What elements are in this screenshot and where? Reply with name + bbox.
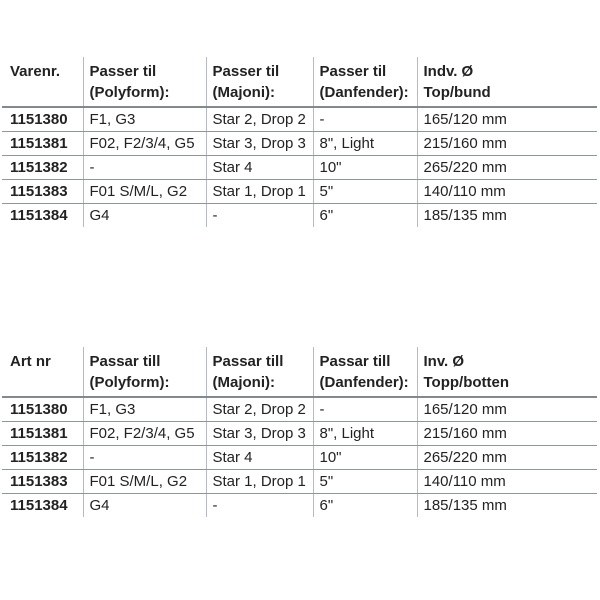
- danfender-cell: 10": [313, 155, 417, 179]
- header-row: [2, 347, 597, 397]
- majoni-cell: -: [206, 493, 313, 517]
- polyform-cell: G4: [83, 493, 206, 517]
- artnr-cell: 1151382: [2, 445, 83, 469]
- danfender-cell: -: [313, 397, 417, 421]
- header-varenr: [2, 57, 83, 107]
- header-majoni-line1: Passar till: [212, 353, 284, 370]
- header-artnr: [2, 347, 83, 397]
- polyform-cell: F01 S/M/L, G2: [83, 469, 206, 493]
- header-diameter: [417, 347, 597, 397]
- polyform-cell: -: [83, 155, 206, 179]
- varenr-cell: 1151384: [2, 203, 83, 227]
- danfender-cell: 6": [313, 493, 417, 517]
- table-danish: [2, 57, 597, 227]
- header-polyform: [83, 347, 206, 397]
- artnr-cell: 1151381: [2, 421, 83, 445]
- header-polyform-line1: Passar till: [89, 353, 161, 370]
- header-majoni-line2: (Majoni):: [212, 84, 275, 101]
- polyform-cell: -: [83, 445, 206, 469]
- table-row: [2, 131, 597, 155]
- header-majoni: [206, 57, 313, 107]
- majoni-cell: Star 4: [206, 155, 313, 179]
- majoni-cell: Star 2, Drop 2: [206, 397, 313, 421]
- danfender-cell: 10": [313, 445, 417, 469]
- table-swedish: [2, 347, 597, 517]
- table-row: [2, 179, 597, 203]
- header-majoni: [206, 347, 313, 397]
- header-diameter-line1: Indv. Ø: [423, 63, 474, 80]
- diameter-cell: 140/110 mm: [417, 179, 597, 203]
- varenr-cell: 1151380: [2, 107, 83, 131]
- header-diameter-line1: Inv. Ø: [423, 353, 465, 370]
- header-danfender: [313, 347, 417, 397]
- artnr-cell: 1151384: [2, 493, 83, 517]
- artnr-cell: 1151383: [2, 469, 83, 493]
- majoni-cell: Star 3, Drop 3: [206, 131, 313, 155]
- header-polyform-line2: (Polyform):: [89, 374, 170, 391]
- polyform-cell: F02, F2/3/4, G5: [83, 421, 206, 445]
- header-danfender: [313, 57, 417, 107]
- majoni-cell: Star 4: [206, 445, 313, 469]
- header-danfender-line1: Passer til: [319, 63, 387, 80]
- polyform-cell: F01 S/M/L, G2: [83, 179, 206, 203]
- majoni-cell: -: [206, 203, 313, 227]
- table-row: [2, 421, 597, 445]
- header-diameter: [417, 57, 597, 107]
- polyform-cell: G4: [83, 203, 206, 227]
- polyform-cell: F1, G3: [83, 107, 206, 131]
- diameter-cell: 140/110 mm: [417, 469, 597, 493]
- header-row: [2, 57, 597, 107]
- diameter-cell: 165/120 mm: [417, 397, 597, 421]
- diameter-cell: 185/135 mm: [423, 206, 507, 224]
- table-row: [2, 469, 597, 493]
- diameter-cell: 185/135 mm: [423, 496, 507, 514]
- danfender-cell: 6": [313, 203, 417, 227]
- header-majoni-line1: Passer til: [212, 63, 280, 80]
- danfender-cell: 8", Light: [313, 131, 417, 155]
- diameter-cell: 265/220 mm: [417, 155, 597, 179]
- varenr-cell: 1151383: [2, 179, 83, 203]
- danfender-cell: 5": [313, 179, 417, 203]
- majoni-cell: Star 2, Drop 2: [206, 107, 313, 131]
- header-danfender-line1: Passar till: [319, 353, 391, 370]
- varenr-cell: 1151382: [2, 155, 83, 179]
- majoni-cell: Star 1, Drop 1: [206, 469, 313, 493]
- header-diameter-line2: Topp/botten: [423, 374, 510, 391]
- diameter-cell: 165/120 mm: [417, 107, 597, 131]
- table-row: [2, 493, 597, 517]
- diameter-cell: 265/220 mm: [417, 445, 597, 469]
- danfender-cell: -: [313, 107, 417, 131]
- danfender-cell: 8", Light: [313, 421, 417, 445]
- header-majoni-line2: (Majoni):: [212, 374, 275, 391]
- table-row: [2, 397, 597, 421]
- header-artnr-line1: Art nr: [10, 353, 51, 370]
- table-row: [2, 445, 597, 469]
- header-polyform-line2: (Polyform):: [89, 84, 170, 101]
- diameter-cell: 215/160 mm: [417, 131, 597, 155]
- artnr-cell: 1151380: [2, 397, 83, 421]
- header-danfender-line2: (Danfender):: [319, 84, 409, 101]
- header-danfender-line2: (Danfender):: [319, 374, 409, 391]
- majoni-cell: Star 1, Drop 1: [206, 179, 313, 203]
- table-row: [2, 107, 597, 131]
- danfender-cell: 5": [313, 469, 417, 493]
- header-polyform: [83, 57, 206, 107]
- header-diameter-line2: Top/bund: [423, 84, 491, 101]
- diameter-cell: 215/160 mm: [417, 421, 597, 445]
- table-row: [2, 155, 597, 179]
- table-row: [2, 203, 597, 227]
- varenr-cell: 1151381: [2, 131, 83, 155]
- majoni-cell: Star 3, Drop 3: [206, 421, 313, 445]
- header-polyform-line1: Passer til: [89, 63, 157, 80]
- polyform-cell: F02, F2/3/4, G5: [83, 131, 206, 155]
- header-varenr-line1: Varenr.: [10, 63, 61, 80]
- polyform-cell: F1, G3: [83, 397, 206, 421]
